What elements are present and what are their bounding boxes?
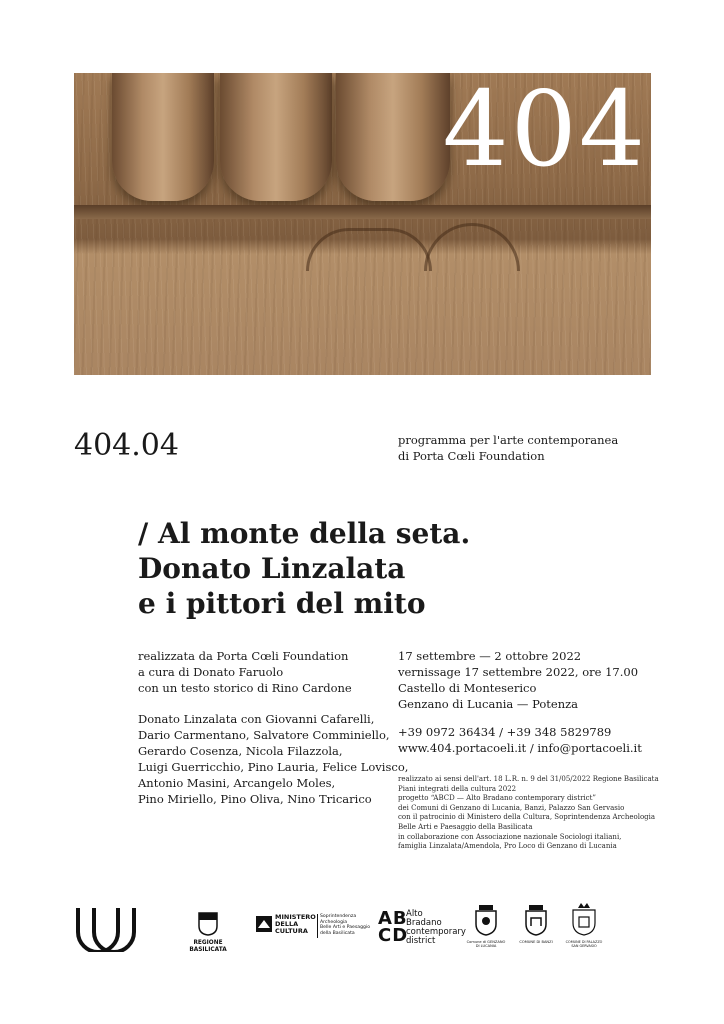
comune-genzano-logo [466,904,506,949]
artists-line: Luigi Guerricchio, Pino Lauria, Felice Lovisco, [138,760,409,774]
artists-line: Pino Miriello, Pino Oliva, Nino Tricarico [138,792,372,806]
soprintendenza-line: della Basilicata [320,930,355,936]
regione-shield-icon [198,912,218,936]
carved-arch [306,228,432,271]
soprintendenza-line: Soprintendenza [320,914,357,919]
website-email: www.404.portacoeli.it / info@portacoeli.it [398,741,642,755]
carved-wood-roll [336,73,450,201]
title-line: / Al monte della seta. [138,517,471,550]
comune-label: Comune di GENZANO DI LUCANIA [466,940,506,949]
hero-image [74,73,651,375]
program-line: di Porta Cœli Foundation [398,449,545,463]
dates-line: Genzano di Lucania — Potenza [398,697,579,711]
funding-notes [398,775,659,852]
title-line: e i pittori del mito [138,587,426,620]
phone-numbers: +39 0972 36434 / +39 348 5829789 [398,725,612,739]
note-line: in collaborazione con Associazione nazionale Sociologi italiani, [398,832,622,841]
note-line: realizzato ai sensi dell'art. 18 L.R. n. 9 del 31/05/2022 Regione Basilicata [398,775,659,783]
dates-line: vernissage 17 settembre 2022, ore 17.00 [398,665,639,679]
dates-line: Castello di Monteserico [398,681,537,695]
credits [138,648,352,696]
comune-label: COMUNE DI BANZI [519,940,553,944]
ministero-label [275,914,316,935]
credit-line: realizzata da Porta Cœli Foundation [138,649,349,663]
program-line: programma per l'arte contemporanea [398,433,619,447]
porta-coeli-logo-icon [74,904,138,952]
crest-icon [473,904,499,936]
ministero-line: CULTURA [275,927,308,935]
carved-wood-roll [220,73,332,201]
crest-icon [569,902,599,936]
comune-palazzo-logo [562,902,606,948]
artists-line: Dario Carmentano, Salvatore Comminiello, [138,728,390,742]
abcd-letters [378,910,408,944]
contact-info [398,724,642,756]
artists-line: Gerardo Cosenza, Nicola Filazzola, [138,744,343,758]
exhibition-title [138,516,470,621]
dates-venue [398,648,638,712]
crest-icon [523,904,549,936]
note-line: famiglia Linzalata/Amendola, Pro Loco di Genzano di Lucania [398,842,617,851]
credit-line: con un testo storico di Rino Cardone [138,681,352,695]
abcd-text-line: contemporary [406,927,466,937]
note-line: dei Comuni di Genzano di Lucania, Banzi, Palazzo San Gervasio [398,803,625,812]
note-line: progetto “ABCD — Alto Bradano contemporary district” [398,794,596,803]
abcd-letters-line: CD [378,925,409,946]
ministero-line: DELLA [275,920,299,928]
title-line: Donato Linzalata [138,552,406,585]
regione-label: REGIONE BASILICATA [189,940,227,953]
artists-list [138,711,408,807]
dates-line: 17 settembre — 2 ottobre 2022 [398,649,582,663]
ministero-emblem-icon [256,916,272,932]
soprintendenza-line: Belle Arti e Paesaggio [320,925,371,931]
carved-arch [424,223,520,271]
soprintendenza-line: Archeologia [320,919,348,925]
artists-line: Antonio Masini, Arcangelo Moles, [138,776,336,790]
credit-line: a cura di Donato Faruolo [138,665,284,679]
abcd-text-line: district [406,936,436,946]
note-line: con il patrocinio di Ministero della Cultura, Soprintendenza Archeologia [398,813,656,822]
logo-divider [317,914,318,938]
note-line: Piani integrati della cultura 2022 [398,784,517,793]
partner-logos [74,902,651,962]
exhibition-code: 404.04 [74,428,179,463]
ministero-line: MINISTERO [275,913,316,921]
comune-label: COMUNE DI PALAZZO SAN GERVASIO [565,940,603,949]
abcd-text-line: Bradano [406,918,442,928]
soprintendenza-label [320,914,370,936]
carved-wood-ledge [74,205,651,219]
program-description [398,432,618,464]
note-line: Belle Arti e Paesaggio della Basilicata [398,822,533,831]
comune-banzi-logo [516,904,556,944]
abcd-letters-line: AB [378,908,408,929]
artists-line: Donato Linzalata con Giovanni Cafarelli, [138,712,375,726]
hero-number: 404 [442,73,647,190]
abcd-text-line: Alto [406,909,423,919]
carved-wood-roll [112,73,214,201]
abcd-text [406,910,466,946]
regione-basilicata-logo [174,912,242,954]
